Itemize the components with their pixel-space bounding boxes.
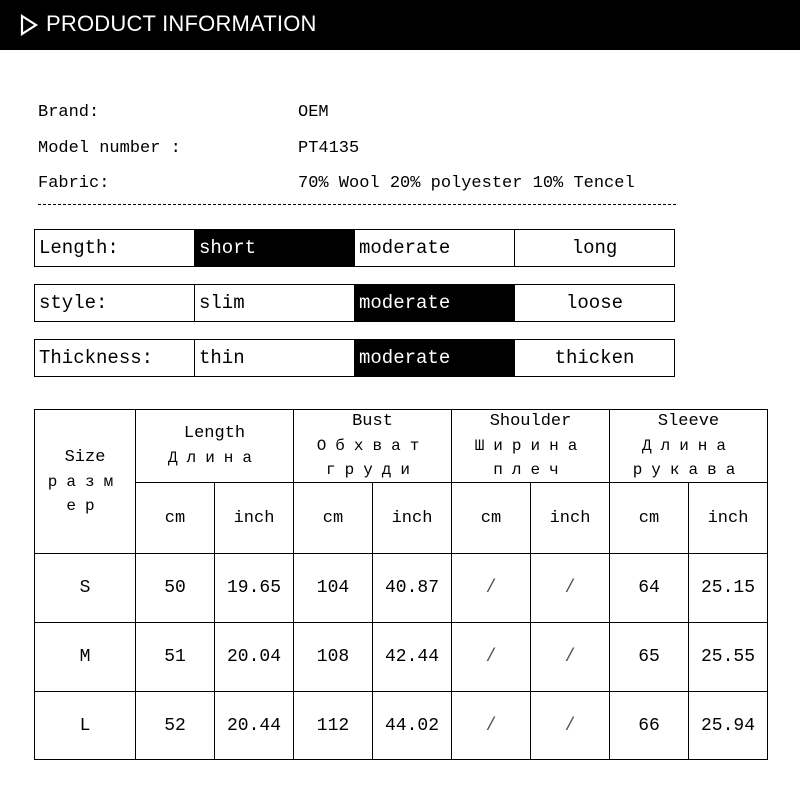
- size-header-cell: [35, 410, 136, 554]
- shoulder-inch-cell: /: [531, 623, 610, 692]
- column-header-en: Sleeve: [657, 412, 720, 431]
- length-cm-cell: 52: [136, 692, 215, 760]
- info-value: 70% Wool 20% polyester 10% Tencel: [298, 174, 635, 193]
- style-option-slim: slim: [195, 285, 355, 321]
- sleeve-cm-cell: 66: [610, 692, 689, 760]
- info-label: Model number :: [38, 139, 181, 158]
- length-option-moderate: moderate: [355, 230, 515, 266]
- section-header: [0, 0, 800, 50]
- unit-inch: inch: [373, 483, 452, 554]
- length-inch-cell: 19.65: [215, 554, 294, 623]
- bust-cm-cell: 112: [294, 692, 373, 760]
- section-title: PRODUCT INFORMATION: [46, 11, 317, 36]
- column-header-en: Bust: [352, 412, 393, 431]
- table-row: [35, 554, 768, 623]
- length-inch-cell: 20.04: [215, 623, 294, 692]
- size-chart-table: [34, 409, 768, 760]
- bust-cm-cell: 104: [294, 554, 373, 623]
- bust-inch-cell: 44.02: [373, 692, 452, 760]
- thickness-option-moderate: moderate: [355, 340, 515, 376]
- size-cell: S: [35, 554, 136, 623]
- length-option-short: short: [195, 230, 355, 266]
- info-label: Fabric:: [38, 174, 110, 193]
- column-header-en: Length: [183, 424, 246, 443]
- shoulder-inch-cell: /: [531, 554, 610, 623]
- shoulder-cm-cell: /: [452, 623, 531, 692]
- column-header-length: [136, 410, 294, 483]
- shoulder-cm-cell: /: [452, 692, 531, 760]
- sleeve-inch-cell: 25.94: [689, 692, 768, 760]
- length-option-long: long: [571, 237, 618, 259]
- column-header-sleeve: [610, 410, 768, 483]
- unit-cm: cm: [294, 483, 373, 554]
- length-cm-cell: 51: [136, 623, 215, 692]
- shoulder-cm-cell: /: [452, 554, 531, 623]
- info-label: Brand:: [38, 103, 100, 122]
- length-inch-cell: 20.44: [215, 692, 294, 760]
- unit-cm: cm: [452, 483, 531, 554]
- style-option-loose: loose: [565, 292, 623, 314]
- column-header-en: Shoulder: [489, 412, 572, 431]
- table-row: [35, 692, 768, 760]
- length-option-table: [34, 229, 675, 267]
- thickness-option-thin: thin: [195, 340, 355, 376]
- column-header-bust: [294, 410, 452, 483]
- column-header-ru: Ширина плеч: [474, 437, 587, 479]
- length-cm-cell: 50: [136, 554, 215, 623]
- unit-cm: cm: [610, 483, 689, 554]
- info-value: OEM: [298, 103, 329, 122]
- unit-cm: cm: [136, 483, 215, 554]
- thickness-option-thicken: thicken: [554, 347, 635, 369]
- size-cell: M: [35, 623, 136, 692]
- unit-inch: inch: [689, 483, 768, 554]
- size-header-ru: разм ер: [47, 472, 123, 515]
- sleeve-inch-cell: 25.15: [689, 554, 768, 623]
- play-triangle-icon: [20, 14, 38, 36]
- thickness-label: Thickness:: [35, 340, 195, 376]
- dashed-divider: [38, 204, 676, 205]
- table-row: [35, 623, 768, 692]
- sleeve-cm-cell: 64: [610, 554, 689, 623]
- unit-inch: inch: [215, 483, 294, 554]
- size-cell: L: [35, 692, 136, 760]
- column-header-shoulder: [452, 410, 610, 483]
- info-value: PT4135: [298, 139, 360, 158]
- thickness-option-table: [34, 339, 675, 377]
- shoulder-inch-cell: /: [531, 692, 610, 760]
- unit-inch: inch: [531, 483, 610, 554]
- style-label: style:: [35, 285, 195, 321]
- bust-cm-cell: 108: [294, 623, 373, 692]
- bust-inch-cell: 42.44: [373, 623, 452, 692]
- size-header: Size: [64, 447, 106, 467]
- column-header-ru: Обхват груди: [316, 437, 429, 479]
- sleeve-cm-cell: 65: [610, 623, 689, 692]
- style-option-table: [34, 284, 675, 322]
- column-header-ru: Длина рукава: [632, 437, 745, 479]
- length-label: Length:: [35, 230, 195, 266]
- style-option-moderate: moderate: [355, 285, 515, 321]
- bust-inch-cell: 40.87: [373, 554, 452, 623]
- column-header-ru: Длина: [167, 449, 261, 467]
- sleeve-inch-cell: 25.55: [689, 623, 768, 692]
